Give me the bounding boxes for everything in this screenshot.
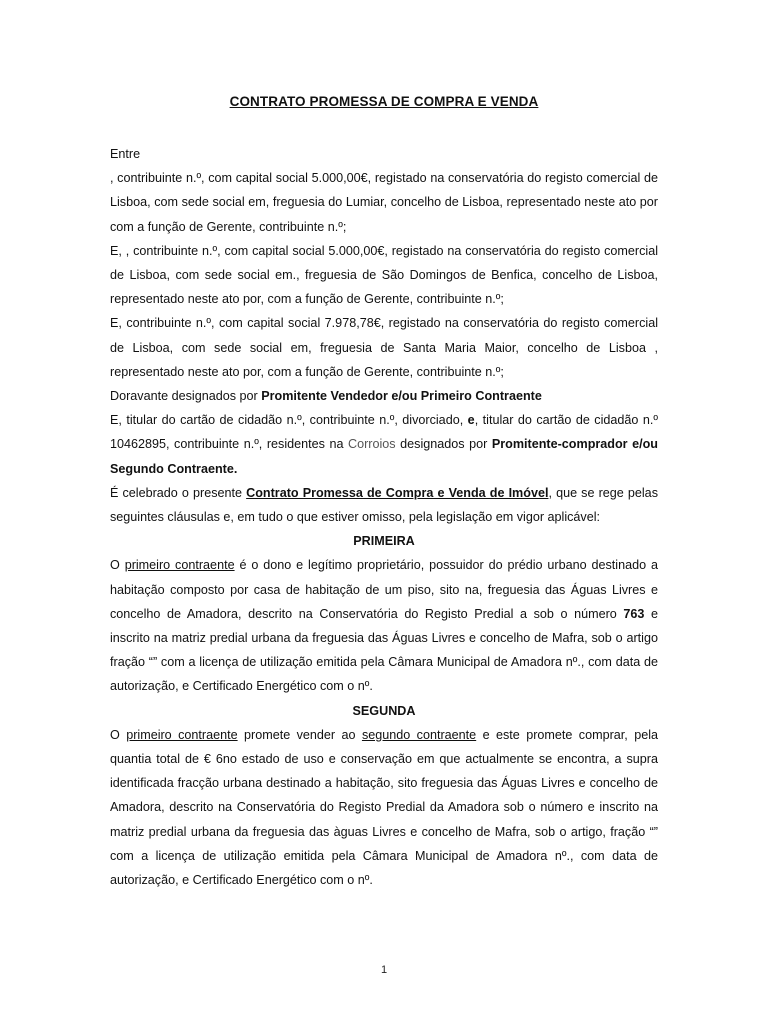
clause-2-paragraph: [110, 723, 658, 892]
designados-paragraph: [110, 384, 658, 408]
contract-name: Contrato Promessa de Compra e Venda de Imóvel: [246, 485, 549, 500]
clause-2-heading: SEGUNDA: [352, 703, 416, 718]
buyers-conjunction: e: [467, 413, 475, 428]
celebrado-text-b: , que se rege pelas seguintes cláusulas e, em tudo o que estiver omisso, pela legislação em vigor aplicável:: [110, 485, 658, 525]
clause-2-text-b: promete vender ao: [237, 727, 362, 742]
clause-2-primeiro-contraente: primeiro contraente: [126, 727, 238, 742]
clause-1-paragraph: [110, 553, 658, 698]
buyers-text-a: E, titular do cartão de cidadão n.º, contribuinte n.º, divorciado,: [110, 413, 468, 428]
promitente-comprador-label: Promitente-comprador e/ou Segundo Contraente.: [110, 437, 658, 476]
party-1-paragraph: , contribuinte n.º, com capital social 5.000,00€, registado na conservatória do registo comercial de Lisboa, com sede social em, freguesia do Lumiar, concelho de Lisboa, representado neste ato por com a função de Gerente, contribuinte n.º;: [110, 171, 658, 234]
party-3-paragraph: E, contribuinte n.º, com capital social 7.978,78€, registado na conservatória do registo comercial de Lisboa, com sede social em, freguesia de Santa Maria Maior, concelho de Lisboa , representado neste ato por, com a função de Gerente, contribuinte n.º;: [110, 316, 658, 379]
buyers-residence: Corroios: [348, 437, 396, 452]
clause-2-text-c: e este promete comprar, pela quantia total de € 6no estado de uso e conservação em que actualmente se encontra, a supra identificada fracção urbana destinado a habitação, sito freguesia das Águas Livres e concelho de Amadora, descrito na Conservatória do Registo Predial da Amadora sob o número e inscrito na matriz predial urbana da freguesia das àguas Livres e concelho de Mafra, sob o artigo, fração “” com a licença de utilização emitida pela Câmara Municipal de Amadora nº., com data de autorização, e Certificado Energético com o nº.: [110, 727, 659, 888]
clause-1-primeiro-contraente: primeiro contraente: [124, 558, 235, 573]
buyers-paragraph: [110, 408, 658, 481]
celebrado-text-a: É celebrado o presente: [110, 485, 247, 500]
clause-1-text-c: e inscrito na matriz predial urbana da freguesia das Águas Livres e concelho de Mafra, sob o artigo fração “” com a licença de utilização emitida pela Câmara Municipal de Amadora nº., com data de autorização, e Certificado Energético com o nº.: [110, 606, 658, 694]
designados-text: Doravante designados por: [110, 389, 262, 404]
buyers-text-d: designados por: [395, 437, 492, 452]
clause-1-text-a: O: [110, 558, 125, 573]
entre-line: Entre: [110, 147, 141, 161]
clause-1-registry-number: 763: [623, 606, 645, 621]
buyers-text-c: , titular do cartão de cidadão n.º 10462895, contribuinte n.º, residentes na: [110, 413, 658, 452]
clause-2-text-a: O: [110, 727, 127, 742]
party-2-paragraph: E, , contribuinte n.º, com capital social 5.000,00€, registado na conservatória do registo comercial de Lisboa, com sede social em., freguesia de São Domingos de Benfica, concelho de Lisboa, representado neste ato por, com a função de Gerente, contribuinte n.º;: [110, 243, 658, 307]
celebrado-paragraph: [110, 481, 658, 529]
clause-1-heading: PRIMEIRA: [353, 534, 415, 549]
clause-2-segundo-contraente: segundo contraente: [361, 727, 477, 742]
clause-1-text-b: é o dono e legítimo proprietário, possuidor do prédio urbano destinado a habitação composto por casa de habitação de um piso, sito na, freguesia das Águas Livres e concelho de Amadora, descrito na Conservatória do Registo Predial a sob o número: [110, 558, 658, 621]
document-body: [110, 142, 658, 892]
promitente-vendedor-label: Promitente Vendedor e/ou Primeiro Contraente: [261, 389, 542, 404]
document-title: CONTRATO PROMESSA DE COMPRA E VENDA: [229, 94, 539, 109]
page-number: 1: [380, 964, 388, 976]
